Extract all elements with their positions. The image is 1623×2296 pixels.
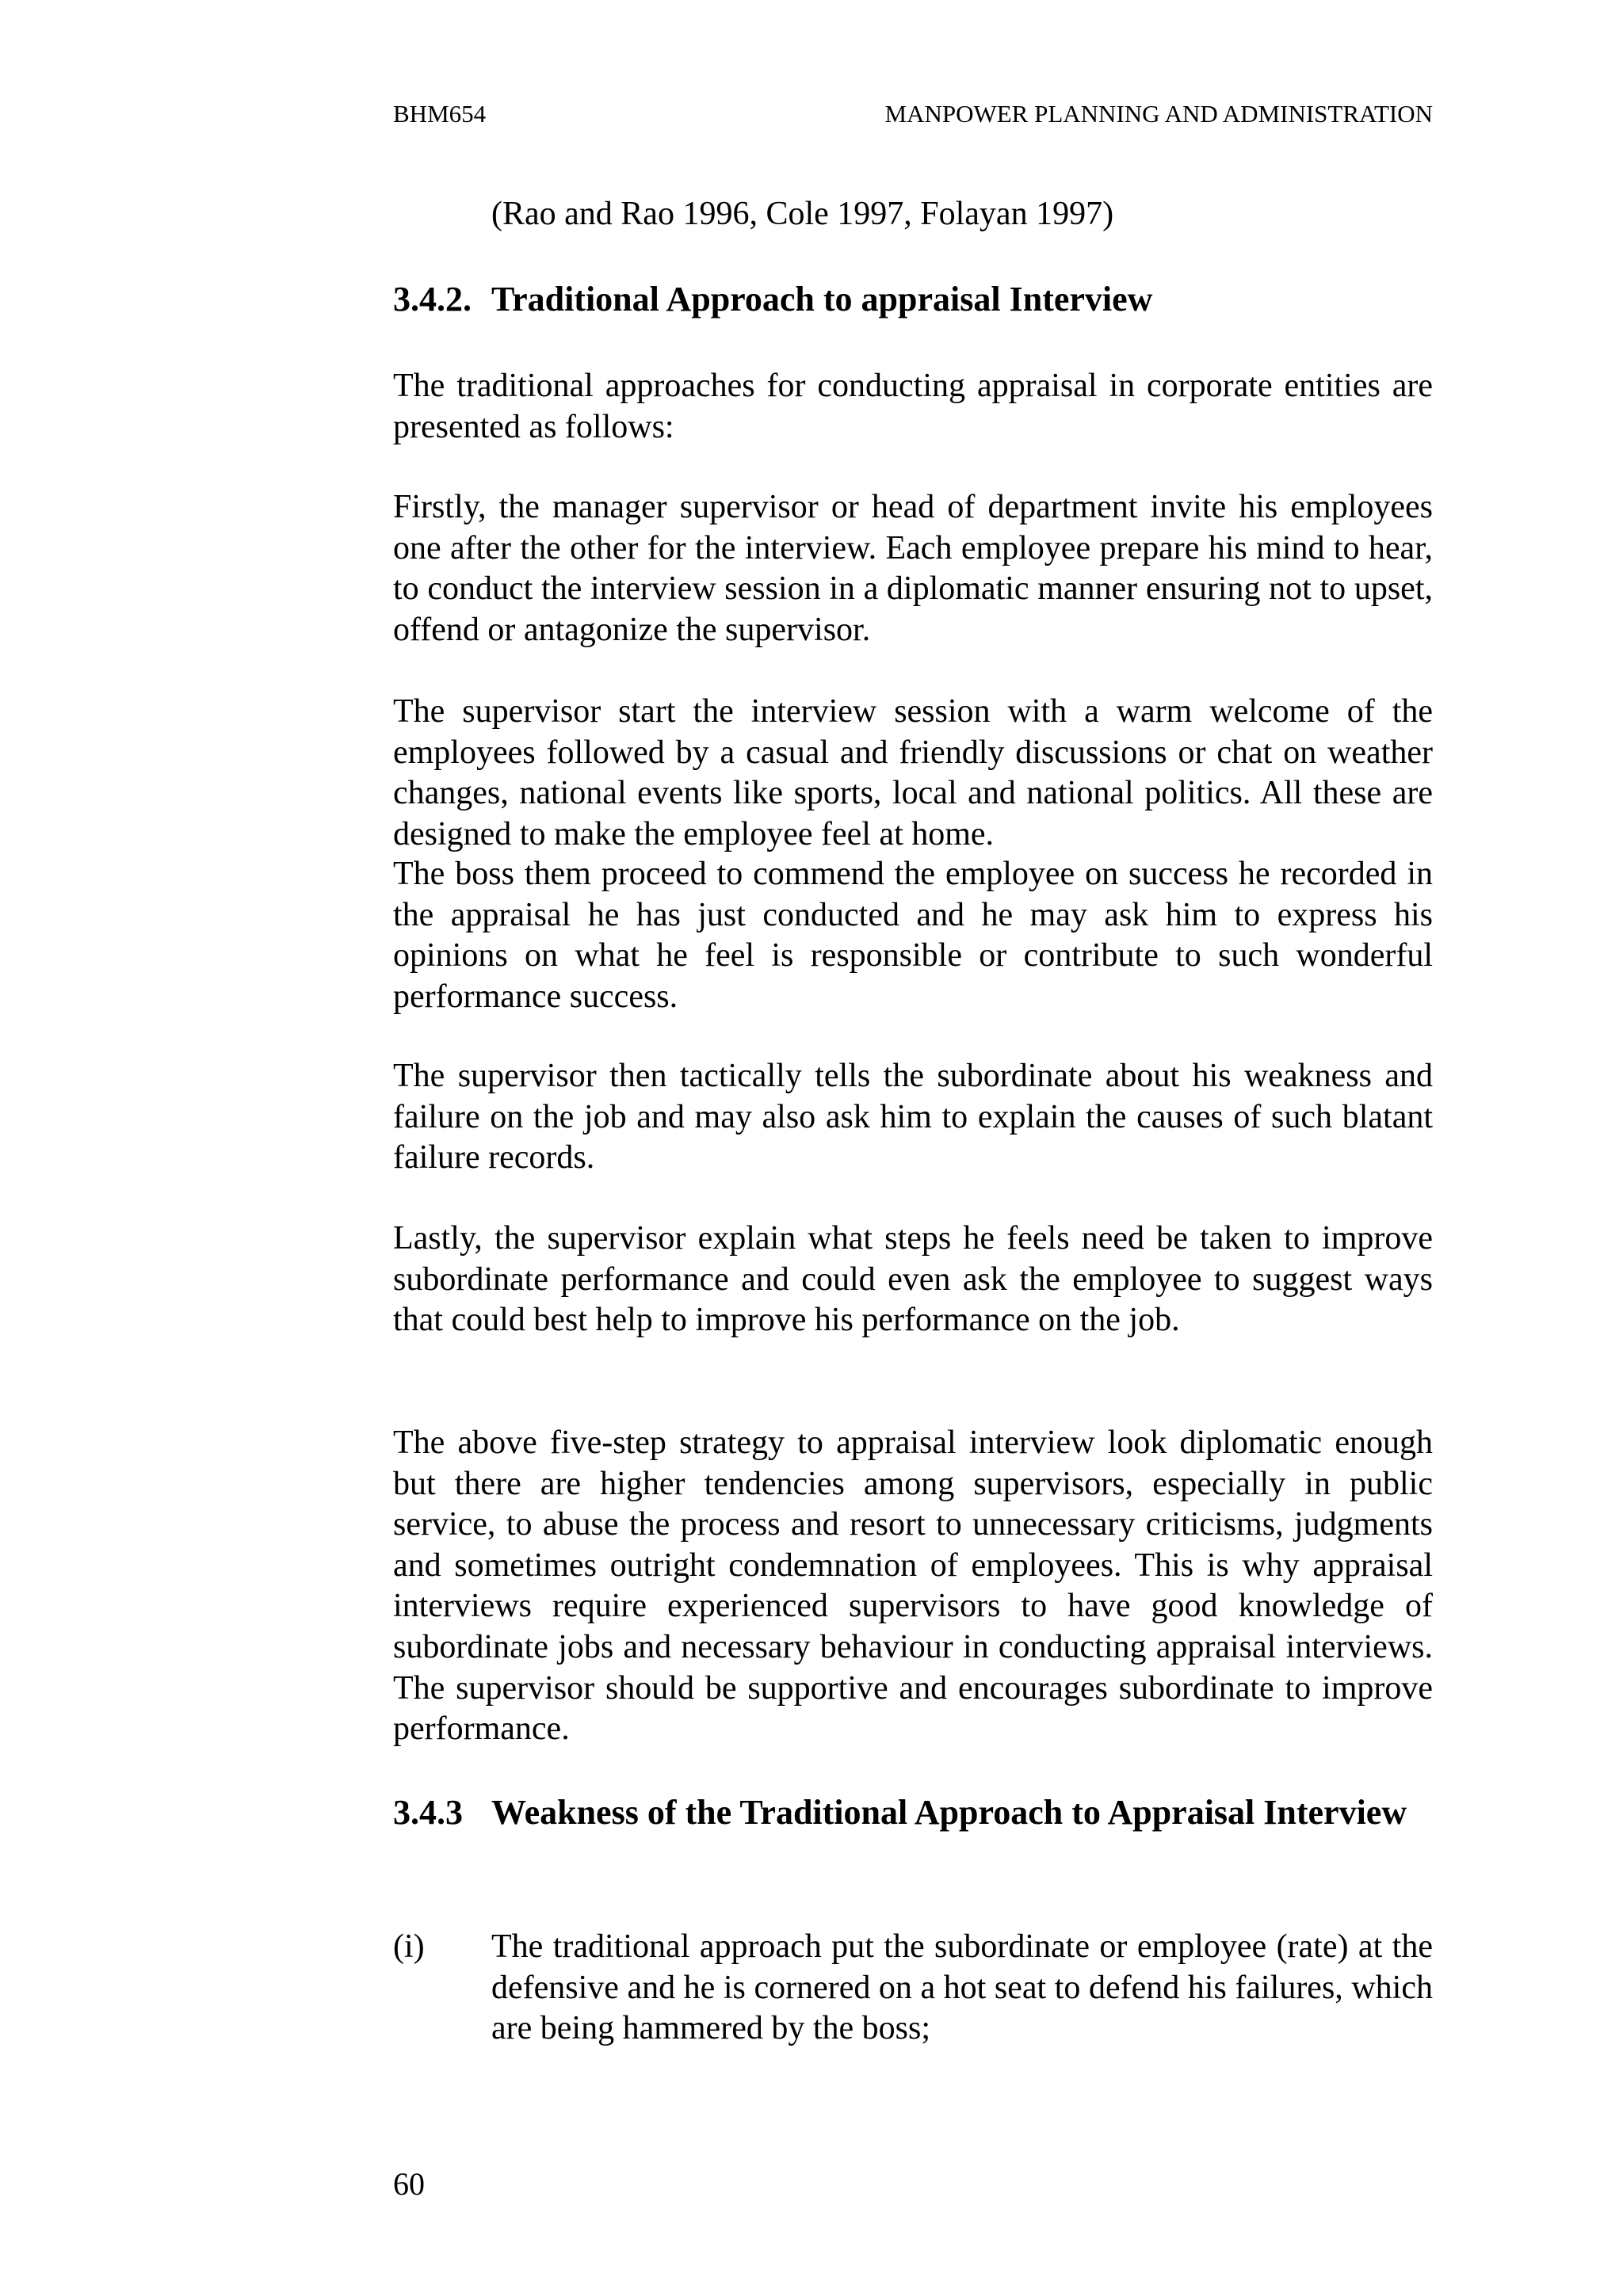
section-heading-3-4-3 — [393, 1792, 1433, 1833]
header-course-code: BHM654 — [393, 100, 487, 128]
section-title: Traditional Approach to appraisal Interview — [491, 280, 1153, 318]
paragraph-five-step-strategy: The above five-step strategy to appraisal interview look diplomatic enough but there are higher tendencies among supervisors, especially in public service, to abuse the process and resort to unnecessary criticisms, judgments and sometimes outright condemnation of employees. This is why appraisal interviews require experienced supervisors to have good knowledge of subordinate jobs and necessary behaviour in conducting appraisal interviews. The supervisor should be supportive and encourages subordinate to improve performance. — [393, 1425, 1433, 1748]
header-course-title: MANPOWER PLANNING AND ADMINISTRATION — [884, 100, 1433, 128]
list-marker: (i) — [393, 1928, 425, 1965]
list-item — [393, 1927, 1433, 2050]
list-item-text: The traditional approach put the subordinate or employee (rate) at the defensive and he is cornered on a hot seat to defend his failures, which are being hammered by the boss; — [491, 1928, 1433, 2047]
paragraph-warm-welcome: The supervisor start the interview session with a warm welcome of the employees followed by a casual and friendly discussions or chat on weather changes, national events like sports, local and national politics. All these are designed to make the employee feel at home. — [393, 693, 1433, 852]
section-heading-3-4-2 — [393, 279, 1433, 320]
page-number: 60 — [393, 2166, 425, 2202]
section-number: 3.4.3 — [393, 1793, 463, 1832]
paragraph-intro: The traditional approaches for conducting appraisal in corporate entities are presented as follows: — [393, 368, 1433, 445]
citation: (Rao and Rao 1996, Cole 1997, Folayan 1997) — [491, 196, 1114, 232]
section-title: Weakness of the Traditional Approach to Appraisal Interview — [491, 1793, 1407, 1832]
section-number: 3.4.2. — [393, 280, 472, 318]
paragraph-weakness-discussion: The supervisor then tactically tells the subordinate about his weakness and failure on the job and may also ask him to explain the causes of such blatant failure records. — [393, 1058, 1433, 1177]
paragraph-commend: The boss them proceed to commend the employee on success he recorded in the appraisal he has just conducted and he may ask him to express his opinions on what he feel is responsible or contribute to such wonderful performance success. — [393, 856, 1433, 1015]
paragraph-lastly: Lastly, the supervisor explain what steps he feels need be taken to improve subordinate performance and could even ask the employee to suggest ways that could best help to improve his performance on the job. — [393, 1220, 1433, 1339]
paragraph-firstly: Firstly, the manager supervisor or head of department invite his employees one after the other for the interview. Each employee prepare his mind to hear, to conduct the interview session in a diplomatic manner ensuring not to upset, offend or antagonize the supervisor. — [393, 489, 1433, 648]
